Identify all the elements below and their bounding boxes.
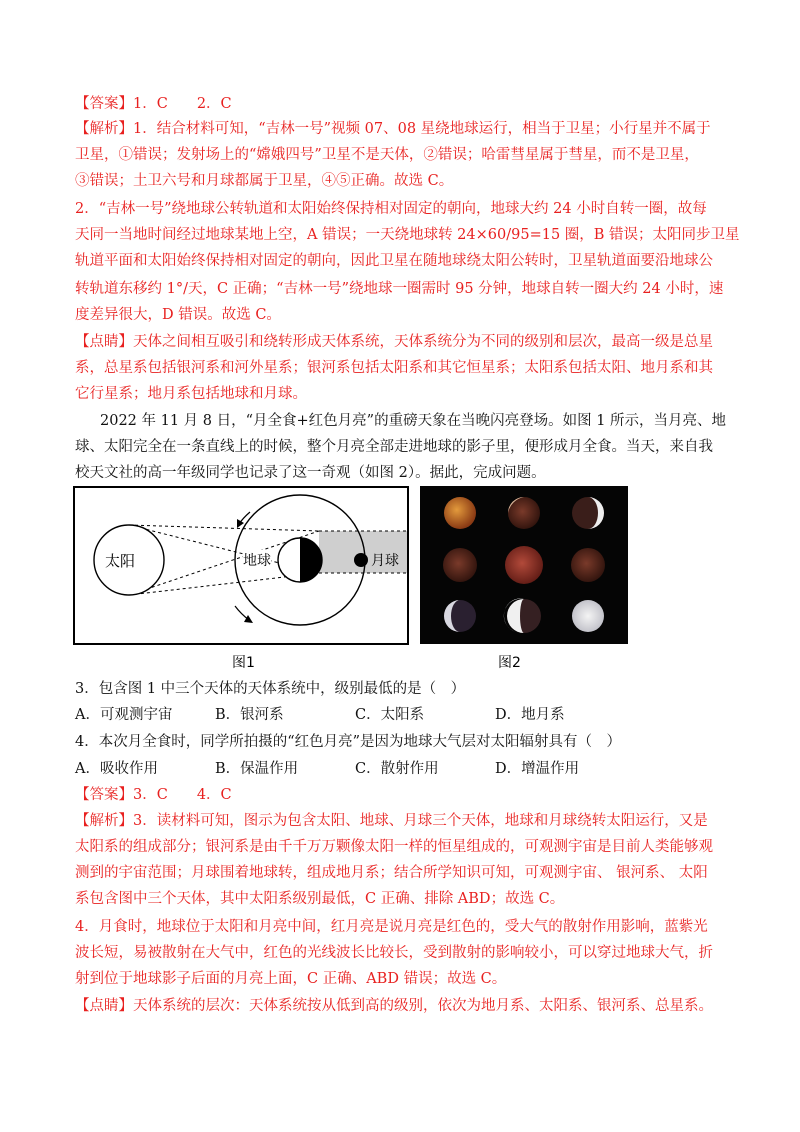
analysis-1-line-6: 转轨道东移约 1°/天，C 正确；“吉林一号”绕地球一圈需时 95 分钟，地球自转一圈大约 24 小时，速: [75, 281, 724, 297]
moon-phase-5: [505, 546, 543, 584]
analysis-tag: 【解析】: [75, 813, 133, 829]
q3-option-d: D．地月系: [495, 707, 565, 723]
moon-phase-9: [572, 600, 604, 632]
analysis-text: 3．读材料可知，图示为包含太阳、地球、月球三个天体，地球和月球绕转太阳运行，又是: [133, 813, 708, 829]
q4-option-a: A．吸收作用: [75, 761, 158, 777]
analysis-2-line-6: 射到位于地球影子后面的月亮上面，C 正确、ABD 错误；故选 C。: [75, 971, 507, 987]
tip-1-line-1: 系，总星系包括银河系和河外星系；银河系包括太阳系和其它恒星系；太阳系包括太阳、地月系和其: [75, 360, 713, 376]
eclipse-photo-grid: [420, 486, 628, 644]
figure-1-caption: 图1: [232, 655, 255, 671]
answer-tag: 【答案】: [75, 96, 133, 112]
tip-text: 天体之间相互吸引和绕转形成天体系统，天体系统分为不同的级别和层次，最高一级是总星: [133, 334, 713, 350]
material-line-0: 2022 年 11 月 8 日，“月全食+红色月亮”的重磅天象在当晚闪亮登场。如图 1 所示，当月亮、地: [100, 413, 727, 429]
moon-phase-4: [443, 548, 477, 582]
analysis-2-line-3: 系包含图中三个天体，其中太阳系级别最低，C 正确、排除 ABD；故选 C。: [75, 891, 565, 907]
q4-option-b: B．保温作用: [215, 761, 299, 777]
analysis-tag: 【解析】: [75, 121, 133, 137]
question-4-stem: 4．本次月全食时，同学所拍摄的“红色月亮”是因为地球大气层对太阳辐射具有（ ）: [75, 734, 622, 750]
tip-tag: 【点睛】: [75, 334, 133, 350]
figure-2-caption: 图2: [498, 655, 521, 671]
q3-option-c: C．太阳系: [355, 707, 425, 723]
q4-option-c: C．散射作用: [355, 761, 439, 777]
tip-2: [75, 995, 735, 1017]
question-4-options: [75, 758, 735, 780]
analysis-text: 1．结合材料可知，“吉林一号”视频 07、08 星绕地球运行，相当于卫星；小行星并不属于: [133, 121, 711, 137]
analysis-1-line-5: 轨道平面和太阳始终保持相对固定的朝向，因此卫星在随地球绕太阳公转时，卫星轨道面要沿地球公: [75, 253, 713, 269]
answer-1: [75, 93, 735, 115]
q3-option-a: A．可观测宇宙: [75, 707, 173, 723]
answer-text: 1．C 2．C: [133, 96, 232, 112]
analysis-2-line-2: 测到的宇宙范围；月球围着地球转，组成地月系；结合所学知识可知，可观测宇宙、 银河系、 太阳: [75, 865, 708, 881]
analysis-1-line-0: [75, 118, 735, 140]
earth-night-side: [300, 538, 322, 582]
tip-tag: 【点睛】: [75, 998, 133, 1014]
sun-label: 太阳: [105, 552, 136, 570]
answer-text: 3．C 4．C: [133, 787, 232, 803]
question-3-options: [75, 704, 735, 726]
tip-1-line-0: [75, 331, 735, 353]
moon-phase-1: [444, 497, 476, 529]
tip-1-line-2: 它行星系；地月系包括地球和月球。: [75, 386, 307, 402]
figure-1-eclipse-diagram: [73, 486, 409, 645]
analysis-2-line-5: 波长短，易被散射在大气中，红色的光线波长比较长，受到散射的影响较小，可以穿过地球大气，折: [75, 945, 713, 961]
moon-circle: [354, 553, 368, 567]
figure-2-eclipse-photos: [420, 486, 628, 644]
analysis-2-line-1: 太阳系的组成部分；银河系是由千千万万颗像太阳一样的恒星组成的，可观测宇宙是目前人类能够观: [75, 839, 713, 855]
analysis-2-line-4: 4．月食时，地球位于太阳和月亮中间，红月亮是说月亮是红色的，受大气的散射作用影响，蓝紫光: [75, 919, 708, 935]
analysis-1-line-2: ③错误；土卫六号和月球都属于卫星，④⑤正确。故选 C。: [75, 173, 454, 189]
question-3-stem: 3．包含图 1 中三个天体的天体系统中，级别最低的是（ ）: [75, 681, 466, 697]
analysis-1-line-7: 度差异很大，D 错误。故选 C。: [75, 307, 281, 323]
analysis-1-line-3: 2．“吉林一号”绕地球公转轨道和太阳始终保持相对固定的朝向，地球大约 24 小时自转一圈，故每: [75, 201, 707, 217]
earth-label: 地球: [243, 550, 271, 570]
analysis-1-line-4: 天同一当地时间经过地球某地上空，A 错误；一天绕地球转 24×60/95=15 圈，B 错误；太阳同步卫星: [75, 227, 740, 243]
answer-tag: 【答案】: [75, 787, 133, 803]
q3-option-b: B．银河系: [215, 707, 284, 723]
tip-text: 天体系统的层次：天体系统按从低到高的级别，依次为地月系、太阳系、银河系、总星系。: [133, 998, 713, 1014]
moon-phase-6: [571, 548, 605, 582]
answer-2: [75, 784, 735, 806]
material-line-1: 球、太阳完全在一条直线上的时候，整个月亮全部走进地球的影子里，便形成月全食。当天，来自我: [75, 439, 713, 455]
analysis-2-line-0: [75, 810, 735, 832]
q4-option-d: D．增温作用: [495, 761, 580, 777]
moon-label: 月球: [371, 553, 399, 569]
material-line-2: 校天文社的高一年级同学也记录了这一奇观（如图 2）。据此，完成问题。: [75, 465, 546, 481]
analysis-1-line-1: 卫星，①错误；发射场上的“嫦娥四号”卫星不是天体，②错误；哈雷彗星属于彗星，而不是卫星，: [75, 147, 699, 163]
